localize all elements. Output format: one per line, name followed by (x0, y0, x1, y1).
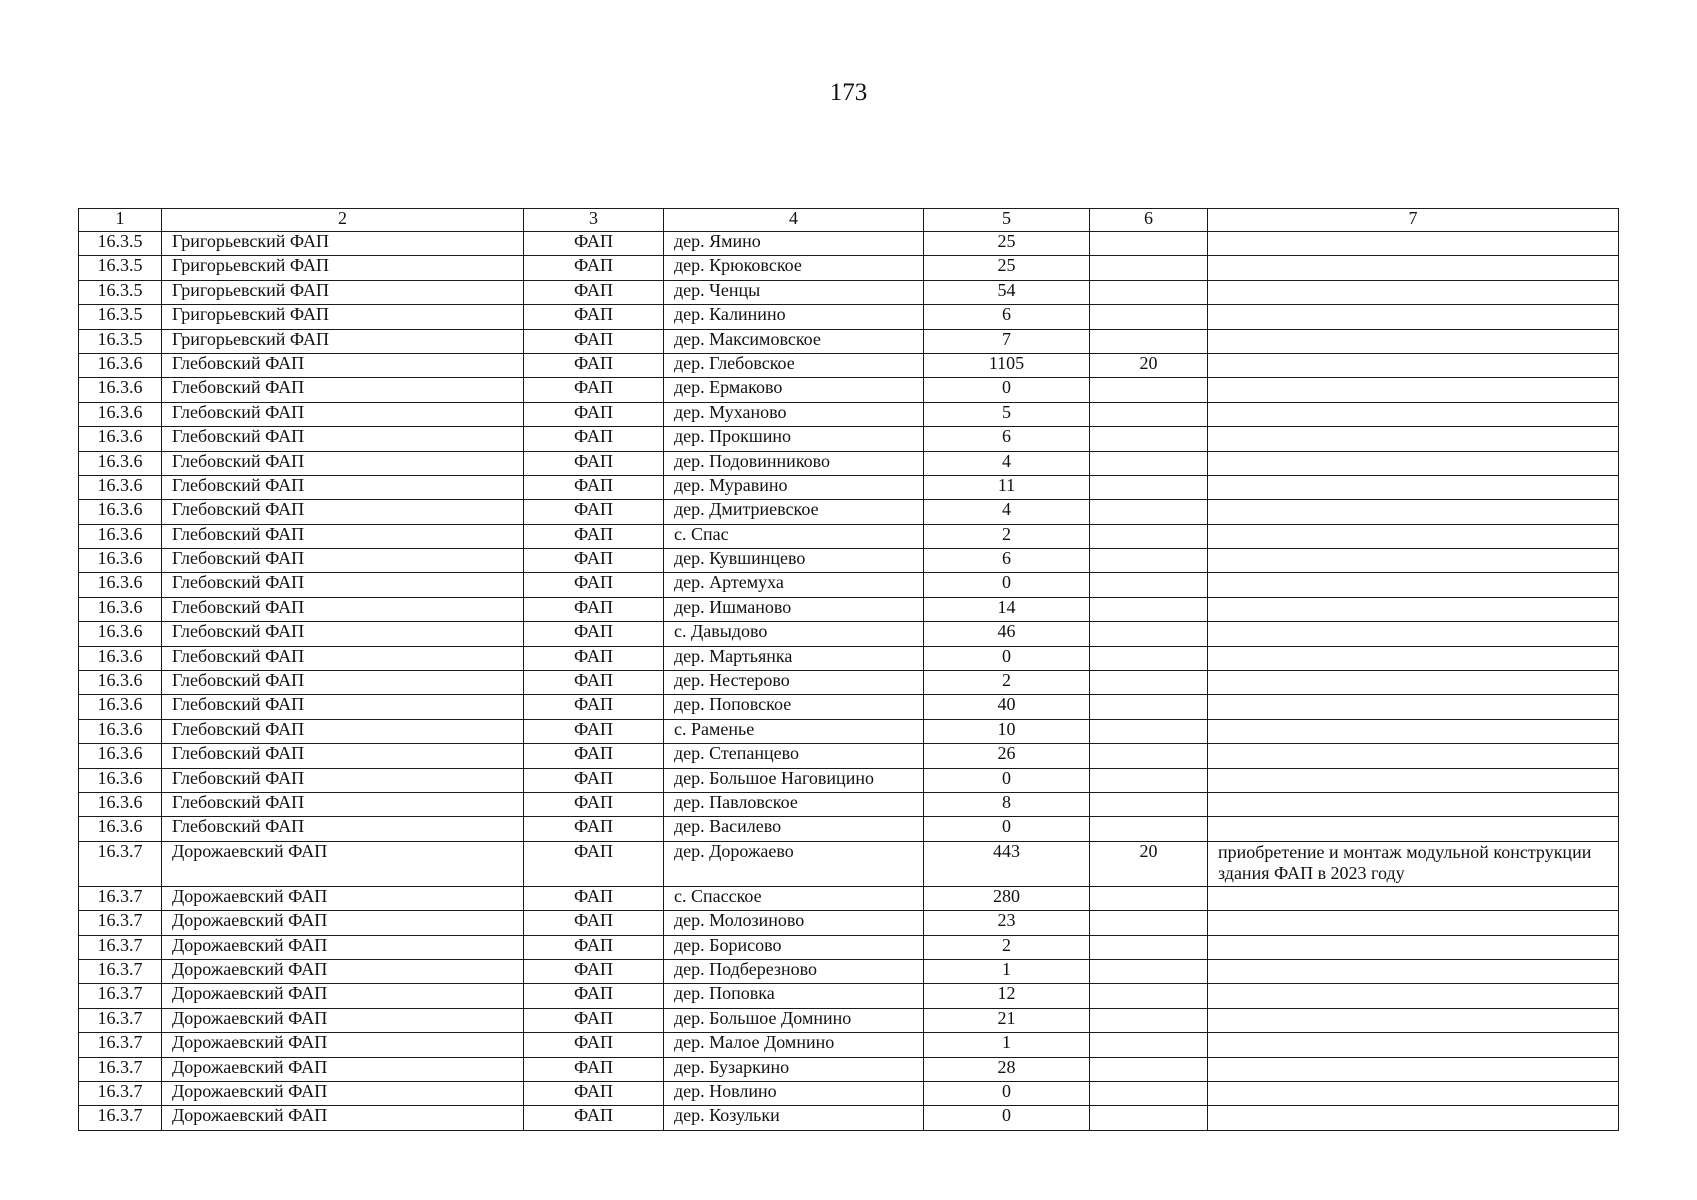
facility-type-cell: ФАП (524, 1008, 664, 1032)
settlement-cell: дер. Крюковское (664, 256, 924, 280)
facility-name-cell: Глебовский ФАП (162, 597, 524, 621)
column-6-cell (1090, 232, 1208, 256)
population-cell: 40 (924, 695, 1090, 719)
table-row (79, 280, 1619, 304)
note-cell (1208, 817, 1619, 841)
population-cell: 5 (924, 402, 1090, 426)
row-number-cell: 16.3.7 (79, 984, 162, 1008)
facility-name-cell: Глебовский ФАП (162, 622, 524, 646)
facility-type-cell: ФАП (524, 427, 664, 451)
table-row (79, 768, 1619, 792)
row-number-cell: 16.3.5 (79, 305, 162, 329)
row-number-cell: 16.3.6 (79, 549, 162, 573)
population-cell: 2 (924, 524, 1090, 548)
population-cell: 2 (924, 935, 1090, 959)
facility-name-cell: Дорожаевский ФАП (162, 841, 524, 886)
settlement-cell: дер. Степанцево (664, 744, 924, 768)
facility-name-cell: Глебовский ФАП (162, 792, 524, 816)
note-cell (1208, 1081, 1619, 1105)
settlement-cell: дер. Муравино (664, 475, 924, 499)
column-6-cell (1090, 524, 1208, 548)
row-number-cell: 16.3.7 (79, 841, 162, 886)
table-row (79, 451, 1619, 475)
note-cell (1208, 597, 1619, 621)
table-row (79, 886, 1619, 910)
facility-name-cell: Глебовский ФАП (162, 817, 524, 841)
row-number-cell: 16.3.7 (79, 935, 162, 959)
population-cell: 23 (924, 911, 1090, 935)
note-cell (1208, 1008, 1619, 1032)
settlement-cell: дер. Артемуха (664, 573, 924, 597)
facility-type-cell: ФАП (524, 646, 664, 670)
facility-name-cell: Глебовский ФАП (162, 524, 524, 548)
table-row (79, 1033, 1619, 1057)
note-cell (1208, 622, 1619, 646)
table-body (79, 209, 1619, 1131)
facility-name-cell: Дорожаевский ФАП (162, 886, 524, 910)
row-number-cell: 16.3.6 (79, 671, 162, 695)
population-cell: 0 (924, 573, 1090, 597)
note-cell (1208, 935, 1619, 959)
population-cell: 6 (924, 427, 1090, 451)
table-row (79, 671, 1619, 695)
note-cell (1208, 744, 1619, 768)
row-number-cell: 16.3.6 (79, 719, 162, 743)
settlement-cell: дер. Прокшино (664, 427, 924, 451)
note-cell (1208, 695, 1619, 719)
facility-type-cell: ФАП (524, 984, 664, 1008)
table-header-row (79, 209, 1619, 232)
facility-type-cell: ФАП (524, 695, 664, 719)
facility-name-cell: Глебовский ФАП (162, 353, 524, 377)
column-6-cell (1090, 1033, 1208, 1057)
column-6-cell (1090, 500, 1208, 524)
column-6-cell (1090, 256, 1208, 280)
table-row (79, 935, 1619, 959)
facility-type-cell: ФАП (524, 524, 664, 548)
settlement-cell: дер. Малое Домнино (664, 1033, 924, 1057)
column-6-cell (1090, 646, 1208, 670)
note-cell (1208, 1033, 1619, 1057)
table-row (79, 329, 1619, 353)
row-number-cell: 16.3.6 (79, 524, 162, 548)
table-row (79, 500, 1619, 524)
facility-type-cell: ФАП (524, 817, 664, 841)
column-6-cell (1090, 695, 1208, 719)
settlement-cell: дер. Подберезново (664, 959, 924, 983)
note-cell (1208, 671, 1619, 695)
table-row (79, 524, 1619, 548)
column-6-cell (1090, 305, 1208, 329)
population-cell: 10 (924, 719, 1090, 743)
settlement-cell: дер. Калинино (664, 305, 924, 329)
table-row (79, 744, 1619, 768)
population-cell: 25 (924, 232, 1090, 256)
column-6-cell (1090, 597, 1208, 621)
settlement-cell: дер. Большое Наговицино (664, 768, 924, 792)
column-6-cell (1090, 886, 1208, 910)
table-row (79, 959, 1619, 983)
row-number-cell: 16.3.6 (79, 768, 162, 792)
column-header: 4 (664, 209, 924, 232)
facility-table (78, 208, 1619, 1131)
population-cell: 21 (924, 1008, 1090, 1032)
facility-name-cell: Глебовский ФАП (162, 573, 524, 597)
note-cell (1208, 402, 1619, 426)
facility-name-cell: Дорожаевский ФАП (162, 911, 524, 935)
population-cell: 7 (924, 329, 1090, 353)
table-row (79, 646, 1619, 670)
facility-name-cell: Глебовский ФАП (162, 378, 524, 402)
population-cell: 0 (924, 1081, 1090, 1105)
row-number-cell: 16.3.6 (79, 451, 162, 475)
column-6-cell (1090, 573, 1208, 597)
column-6-cell (1090, 744, 1208, 768)
population-cell: 4 (924, 451, 1090, 475)
facility-type-cell: ФАП (524, 573, 664, 597)
note-cell (1208, 475, 1619, 499)
row-number-cell: 16.3.5 (79, 232, 162, 256)
facility-name-cell: Дорожаевский ФАП (162, 1106, 524, 1130)
column-6-cell (1090, 671, 1208, 695)
settlement-cell: дер. Молозиново (664, 911, 924, 935)
population-cell: 6 (924, 549, 1090, 573)
population-cell: 0 (924, 1106, 1090, 1130)
row-number-cell: 16.3.6 (79, 646, 162, 670)
facility-type-cell: ФАП (524, 959, 664, 983)
settlement-cell: дер. Максимовское (664, 329, 924, 353)
row-number-cell: 16.3.6 (79, 573, 162, 597)
column-6-cell (1090, 911, 1208, 935)
facility-name-cell: Григорьевский ФАП (162, 232, 524, 256)
settlement-cell: дер. Нестерово (664, 671, 924, 695)
table-row (79, 719, 1619, 743)
facility-name-cell: Дорожаевский ФАП (162, 959, 524, 983)
settlement-cell: дер. Борисово (664, 935, 924, 959)
note-cell (1208, 792, 1619, 816)
row-number-cell: 16.3.7 (79, 911, 162, 935)
column-header: 3 (524, 209, 664, 232)
row-number-cell: 16.3.5 (79, 329, 162, 353)
note-cell (1208, 524, 1619, 548)
facility-type-cell: ФАП (524, 378, 664, 402)
facility-type-cell: ФАП (524, 597, 664, 621)
facility-type-cell: ФАП (524, 256, 664, 280)
facility-name-cell: Дорожаевский ФАП (162, 935, 524, 959)
note-cell: приобретение и монтаж модульной конструкции здания ФАП в 2023 году (1208, 841, 1619, 886)
row-number-cell: 16.3.6 (79, 695, 162, 719)
facility-name-cell: Глебовский ФАП (162, 744, 524, 768)
facility-name-cell: Дорожаевский ФАП (162, 984, 524, 1008)
facility-type-cell: ФАП (524, 935, 664, 959)
row-number-cell: 16.3.7 (79, 1033, 162, 1057)
note-cell (1208, 427, 1619, 451)
table-row (79, 353, 1619, 377)
table-row (79, 232, 1619, 256)
row-number-cell: 16.3.6 (79, 427, 162, 451)
facility-type-cell: ФАП (524, 500, 664, 524)
row-number-cell: 16.3.6 (79, 817, 162, 841)
page-number: 173 (829, 79, 868, 106)
note-cell (1208, 280, 1619, 304)
row-number-cell: 16.3.6 (79, 475, 162, 499)
settlement-cell: дер. Подовинниково (664, 451, 924, 475)
table-row (79, 817, 1619, 841)
population-cell: 0 (924, 768, 1090, 792)
row-number-cell: 16.3.7 (79, 1057, 162, 1081)
row-number-cell: 16.3.6 (79, 500, 162, 524)
population-cell: 8 (924, 792, 1090, 816)
row-number-cell: 16.3.6 (79, 353, 162, 377)
column-header: 5 (924, 209, 1090, 232)
population-cell: 6 (924, 305, 1090, 329)
column-6-cell (1090, 378, 1208, 402)
population-cell: 0 (924, 646, 1090, 670)
facility-name-cell: Глебовский ФАП (162, 549, 524, 573)
column-header: 1 (79, 209, 162, 232)
population-cell: 443 (924, 841, 1090, 886)
facility-type-cell: ФАП (524, 911, 664, 935)
column-6-cell (1090, 792, 1208, 816)
settlement-cell: дер. Павловское (664, 792, 924, 816)
column-6-cell (1090, 984, 1208, 1008)
facility-name-cell: Глебовский ФАП (162, 768, 524, 792)
facility-type-cell: ФАП (524, 549, 664, 573)
table-row (79, 256, 1619, 280)
note-cell (1208, 378, 1619, 402)
facility-type-cell: ФАП (524, 280, 664, 304)
table-row (79, 378, 1619, 402)
row-number-cell: 16.3.7 (79, 959, 162, 983)
row-number-cell: 16.3.6 (79, 378, 162, 402)
settlement-cell: дер. Ишманово (664, 597, 924, 621)
facility-name-cell: Григорьевский ФАП (162, 329, 524, 353)
row-number-cell: 16.3.6 (79, 402, 162, 426)
column-6-cell (1090, 768, 1208, 792)
table-row (79, 911, 1619, 935)
facility-type-cell: ФАП (524, 744, 664, 768)
column-6-cell (1090, 959, 1208, 983)
table-row (79, 427, 1619, 451)
facility-type-cell: ФАП (524, 232, 664, 256)
row-number-cell: 16.3.5 (79, 280, 162, 304)
note-cell (1208, 500, 1619, 524)
settlement-cell: дер. Большое Домнино (664, 1008, 924, 1032)
settlement-cell: дер. Поповское (664, 695, 924, 719)
note-cell (1208, 959, 1619, 983)
note-cell (1208, 573, 1619, 597)
population-cell: 0 (924, 378, 1090, 402)
note-cell (1208, 719, 1619, 743)
table-row (79, 549, 1619, 573)
column-6-cell (1090, 1106, 1208, 1130)
table-row (79, 1008, 1619, 1032)
row-number-cell: 16.3.7 (79, 886, 162, 910)
column-6-cell (1090, 475, 1208, 499)
note-cell (1208, 232, 1619, 256)
settlement-cell: дер. Ченцы (664, 280, 924, 304)
settlement-cell: дер. Козульки (664, 1106, 924, 1130)
note-cell (1208, 451, 1619, 475)
column-6-cell (1090, 817, 1208, 841)
column-6-cell (1090, 935, 1208, 959)
column-6-cell: 20 (1090, 841, 1208, 886)
note-cell (1208, 329, 1619, 353)
settlement-cell: дер. Муханово (664, 402, 924, 426)
facility-name-cell: Дорожаевский ФАП (162, 1008, 524, 1032)
settlement-cell: дер. Мартьянка (664, 646, 924, 670)
column-6-cell: 20 (1090, 353, 1208, 377)
settlement-cell: с. Спасское (664, 886, 924, 910)
settlement-cell: дер. Дорожаево (664, 841, 924, 886)
facility-type-cell: ФАП (524, 1057, 664, 1081)
column-6-cell (1090, 451, 1208, 475)
facility-type-cell: ФАП (524, 671, 664, 695)
table-row (79, 597, 1619, 621)
settlement-cell: дер. Бузаркино (664, 1057, 924, 1081)
population-cell: 11 (924, 475, 1090, 499)
population-cell: 0 (924, 817, 1090, 841)
row-number-cell: 16.3.7 (79, 1008, 162, 1032)
population-cell: 46 (924, 622, 1090, 646)
row-number-cell: 16.3.7 (79, 1081, 162, 1105)
facility-name-cell: Дорожаевский ФАП (162, 1033, 524, 1057)
column-6-cell (1090, 1057, 1208, 1081)
note-cell (1208, 256, 1619, 280)
table-row (79, 475, 1619, 499)
column-6-cell (1090, 1008, 1208, 1032)
population-cell: 1105 (924, 353, 1090, 377)
facility-name-cell: Глебовский ФАП (162, 695, 524, 719)
settlement-cell: дер. Дмитриевское (664, 500, 924, 524)
note-cell (1208, 911, 1619, 935)
facility-type-cell: ФАП (524, 305, 664, 329)
table-row (79, 792, 1619, 816)
column-header: 7 (1208, 209, 1619, 232)
population-cell: 54 (924, 280, 1090, 304)
facility-name-cell: Глебовский ФАП (162, 500, 524, 524)
settlement-cell: с. Раменье (664, 719, 924, 743)
settlement-cell: с. Давыдово (664, 622, 924, 646)
facility-name-cell: Григорьевский ФАП (162, 280, 524, 304)
population-cell: 4 (924, 500, 1090, 524)
note-cell (1208, 984, 1619, 1008)
facility-name-cell: Дорожаевский ФАП (162, 1081, 524, 1105)
row-number-cell: 16.3.6 (79, 744, 162, 768)
note-cell (1208, 1106, 1619, 1130)
settlement-cell: дер. Новлино (664, 1081, 924, 1105)
facility-type-cell: ФАП (524, 886, 664, 910)
facility-type-cell: ФАП (524, 402, 664, 426)
population-cell: 25 (924, 256, 1090, 280)
table-row (79, 573, 1619, 597)
facility-type-cell: ФАП (524, 719, 664, 743)
population-cell: 28 (924, 1057, 1090, 1081)
settlement-cell: дер. Ермаково (664, 378, 924, 402)
table-row (79, 1106, 1619, 1130)
population-cell: 2 (924, 671, 1090, 695)
note-cell (1208, 353, 1619, 377)
facility-name-cell: Глебовский ФАП (162, 671, 524, 695)
facility-name-cell: Глебовский ФАП (162, 719, 524, 743)
facility-type-cell: ФАП (524, 768, 664, 792)
column-6-cell (1090, 427, 1208, 451)
table-row (79, 1057, 1619, 1081)
facility-type-cell: ФАП (524, 1081, 664, 1105)
column-6-cell (1090, 402, 1208, 426)
table-row (79, 695, 1619, 719)
table-row (79, 305, 1619, 329)
population-cell: 1 (924, 959, 1090, 983)
facility-name-cell: Глебовский ФАП (162, 451, 524, 475)
facility-type-cell: ФАП (524, 841, 664, 886)
facility-type-cell: ФАП (524, 1106, 664, 1130)
table-row (79, 984, 1619, 1008)
column-6-cell (1090, 1081, 1208, 1105)
row-number-cell: 16.3.7 (79, 1106, 162, 1130)
population-cell: 26 (924, 744, 1090, 768)
note-cell (1208, 1057, 1619, 1081)
facility-type-cell: ФАП (524, 329, 664, 353)
table-row (79, 402, 1619, 426)
settlement-cell: дер. Василево (664, 817, 924, 841)
settlement-cell: с. Спас (664, 524, 924, 548)
facility-name-cell: Дорожаевский ФАП (162, 1057, 524, 1081)
table-row (79, 841, 1619, 886)
table-row (79, 1081, 1619, 1105)
table-row (79, 622, 1619, 646)
facility-name-cell: Григорьевский ФАП (162, 256, 524, 280)
settlement-cell: дер. Кувшинцево (664, 549, 924, 573)
facility-name-cell: Глебовский ФАП (162, 402, 524, 426)
note-cell (1208, 305, 1619, 329)
row-number-cell: 16.3.5 (79, 256, 162, 280)
population-cell: 1 (924, 1033, 1090, 1057)
facility-type-cell: ФАП (524, 792, 664, 816)
column-6-cell (1090, 719, 1208, 743)
note-cell (1208, 549, 1619, 573)
facility-name-cell: Глебовский ФАП (162, 427, 524, 451)
row-number-cell: 16.3.6 (79, 597, 162, 621)
facility-name-cell: Глебовский ФАП (162, 475, 524, 499)
note-cell (1208, 886, 1619, 910)
settlement-cell: дер. Глебовское (664, 353, 924, 377)
column-6-cell (1090, 549, 1208, 573)
facility-name-cell: Григорьевский ФАП (162, 305, 524, 329)
note-cell (1208, 768, 1619, 792)
column-header: 6 (1090, 209, 1208, 232)
facility-name-cell: Глебовский ФАП (162, 646, 524, 670)
settlement-cell: дер. Ямино (664, 232, 924, 256)
row-number-cell: 16.3.6 (79, 622, 162, 646)
settlement-cell: дер. Поповка (664, 984, 924, 1008)
note-cell (1208, 646, 1619, 670)
facility-type-cell: ФАП (524, 622, 664, 646)
row-number-cell: 16.3.6 (79, 792, 162, 816)
facility-type-cell: ФАП (524, 353, 664, 377)
facility-type-cell: ФАП (524, 451, 664, 475)
column-6-cell (1090, 280, 1208, 304)
facility-type-cell: ФАП (524, 475, 664, 499)
population-cell: 280 (924, 886, 1090, 910)
column-6-cell (1090, 329, 1208, 353)
facility-type-cell: ФАП (524, 1033, 664, 1057)
column-header: 2 (162, 209, 524, 232)
population-cell: 14 (924, 597, 1090, 621)
population-cell: 12 (924, 984, 1090, 1008)
column-6-cell (1090, 622, 1208, 646)
